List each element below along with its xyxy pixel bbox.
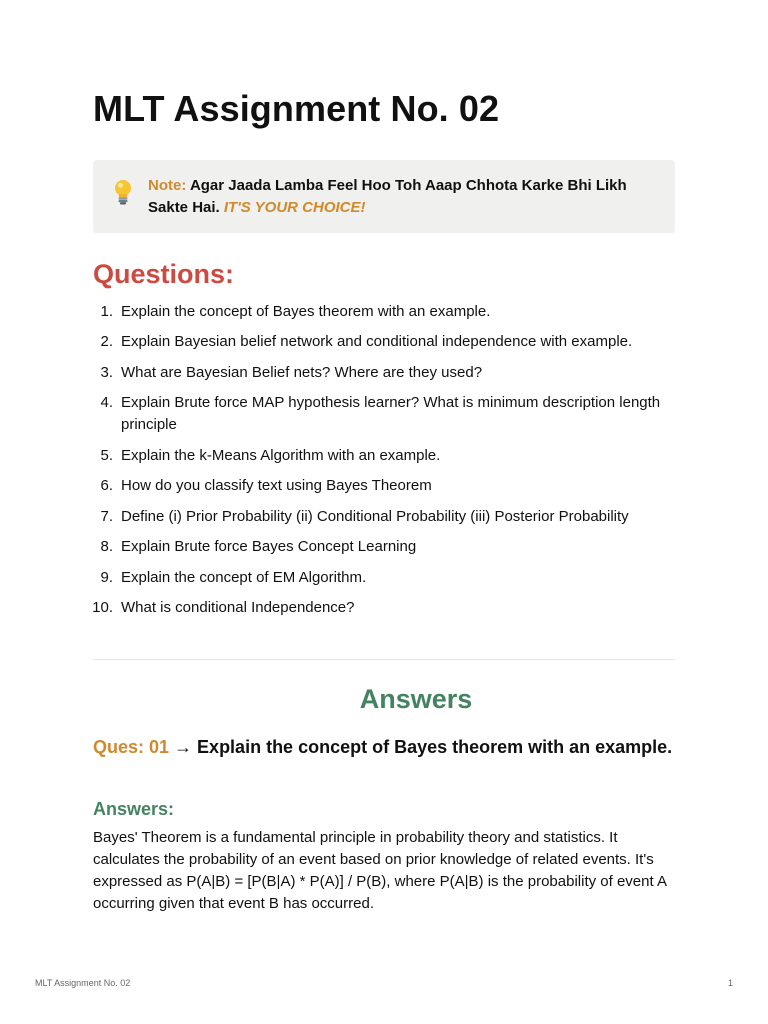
list-item-number: 1. [100, 303, 113, 320]
list-item-text: Explain the k-Means Algorithm with an example. [121, 447, 441, 464]
answer-1-body: Bayes' Theorem is a fundamental principle in probability theory and statistics. It calculates the probability of an event based on prior knowledge of related events. It's expressed as P(A|B) = [P(B|A) * P(A)] / P(B), where P(A|B) is the probability of event A occurring given that event B has occurred. [93, 829, 667, 912]
list-item-text: Explain Brute force Bayes Concept Learning [121, 538, 417, 555]
page-title: MLT Assignment No. 02 [93, 88, 500, 129]
list-item-text: What are Bayesian Belief nets? Where are they used? [121, 364, 483, 381]
answers-heading: Answers [359, 684, 473, 714]
questions-heading: Questions: [93, 259, 235, 289]
footer-page-number: 1 [727, 978, 733, 988]
list-item-text: Define (i) Prior Probability (ii) Conditional Probability (iii) Posterior Probability [121, 508, 629, 525]
list-item-number: 7. [100, 508, 113, 525]
note-text [148, 175, 658, 219]
list-item-number: 4. [100, 394, 113, 411]
list-item-text: Explain the concept of EM Algorithm. [121, 569, 367, 586]
note-label: Note: [148, 177, 187, 194]
note-choice: IT'S YOUR CHOICE! [223, 199, 366, 216]
list-item-number: 10. [92, 599, 113, 616]
question-1-heading [93, 736, 675, 758]
section-divider [93, 659, 675, 660]
list-item-number: 9. [100, 569, 113, 586]
footer-title: MLT Assignment No. 02 [35, 978, 131, 988]
question-1-label: Ques: 01 [93, 737, 170, 757]
list-item-text: What is conditional Independence? [121, 599, 355, 616]
list-item-number: 6. [100, 477, 113, 494]
list-item-number: 3. [100, 364, 113, 381]
lightbulb-icon [110, 178, 136, 206]
list-item-text: Explain Brute force MAP hypothesis learner? What is minimum description length principle [121, 394, 661, 433]
list-item-number: 8. [100, 538, 113, 555]
list-item-text: Explain Bayesian belief network and conditional independence with example. [121, 333, 633, 350]
list-item-text: Explain the concept of Bayes theorem with an example. [121, 303, 491, 320]
list-item-number: 2. [100, 333, 113, 350]
question-1-text: → Explain the concept of Bayes theorem with an example. [169, 737, 673, 757]
answers-label: Answers: [93, 799, 175, 819]
note-callout [93, 160, 675, 233]
list-item-text: How do you classify text using Bayes Theorem [121, 477, 432, 494]
note-body: Agar Jaada Lamba Feel Hoo Toh Aaap Chhota Karke Bhi Likh Sakte Hai. [148, 177, 627, 216]
list-item-number: 5. [100, 447, 113, 464]
